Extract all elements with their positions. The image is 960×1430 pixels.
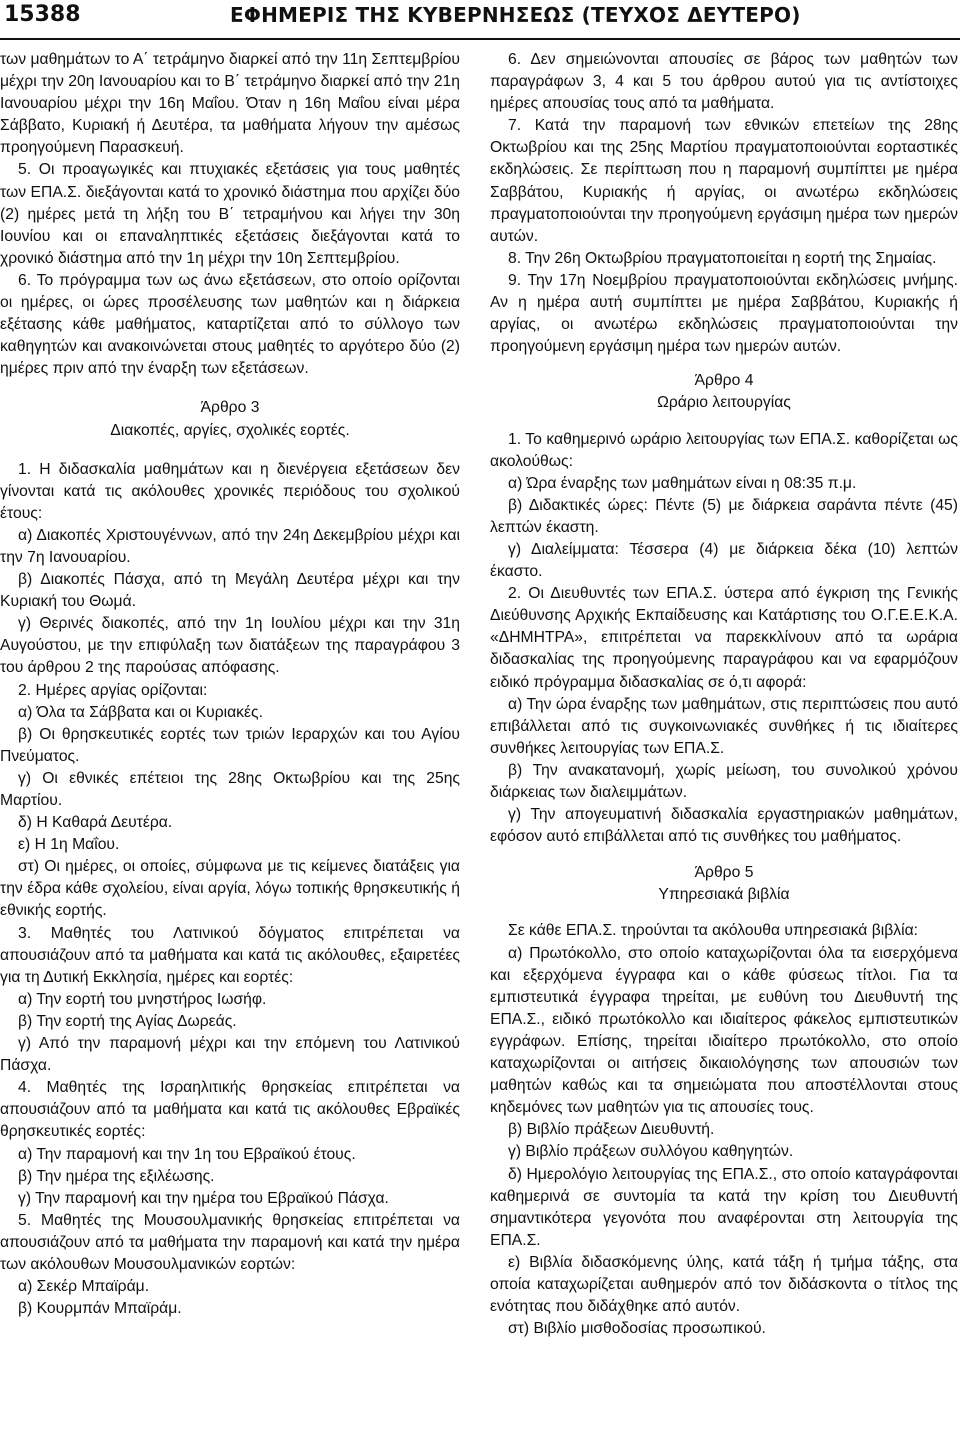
paragraph: 7. Κατά την παραμονή των εθνικών επετείων της 28ης Οκτωβρίου και της 25ης Μαρτίου πραγματοποιούνται εορταστικές εκδηλώσεις. Σε περίπτωση που η παραμονή συμπίπτει με ημέρα Σαββάτου, Κυριακής ή αργίας, οι ανωτέρω εκδηλώσεις πραγματοποιούνται την προηγούμενη εργάσιμη ημέρα των ημερών αυτών. bbox=[490, 117, 958, 245]
paragraph: δ) Η Καθαρά Δευτέρα. bbox=[18, 814, 173, 832]
paragraph: 4. Μαθητές της Ισραηλιτικής θρησκείας επιτρέπεται να απουσιάζουν από τα μαθήματα και κατά τις ακόλουθες Εβραϊκές θρησκευτικές εορτές: bbox=[0, 1079, 460, 1141]
paragraph: γ) Την παραμονή και την ημέρα του Εβραϊκού Πάσχα. bbox=[18, 1189, 389, 1207]
paragraph: β) Διδακτικές ώρες: Πέντε (5) με διάρκεια σαράντα πέντε (45) λεπτών έκαστη. bbox=[490, 496, 958, 536]
paragraph: 2. Ημέρες αργίας ορίζονται: bbox=[18, 681, 208, 699]
paragraph: 3. Μαθητές του Λατινικού δόγματος επιτρέπεται να απουσιάζουν από τα μαθήματα και κατά τις ακόλουθες, εξαιρετέες για τη Δυτική Εκκλησία, ημέρες και εορτές: bbox=[0, 924, 460, 986]
article-4-number: Άρθρο 4 bbox=[694, 372, 754, 390]
paragraph: 5. Μαθητές της Μουσουλμανικής θρησκείας επιτρέπεται να απουσιάζουν από τα μαθήματα την παραμονή και κατά την ημέρα των ακόλουθων Μουσουλμανικών εορτών: bbox=[0, 1211, 460, 1273]
paragraph: α) Την εορτή του μνηστήρος Ιωσήφ. bbox=[18, 990, 267, 1008]
paragraph: α) Την ώρα έναρξης των μαθημάτων, στις περιπτώσεις που αυτό επιβάλλεται από τις συγκοινωνιακές συνθήκες ή τις ιδιαίτερες συνθήκες λειτουργίας των ΕΠΑ.Σ. bbox=[490, 695, 958, 757]
paragraph: γ) Βιβλίο πράξεων συλλόγου καθηγητών. bbox=[508, 1143, 794, 1161]
paragraph: 5. Οι προαγωγικές και πτυχιακές εξετάσεις για τους μαθητές των ΕΠΑ.Σ. διεξάγονται κατά το χρονικό διάστημα που αρχίζει δύο (2) ημέρες μετά τη λήξη του Β΄ τετραμήνου και λήγει την 30η Ιουνίου και οι επαναληπτικές εξετάσεις διεξάγονται κατά το χρονικό διάστημα από την 1η μέχρι την 10η Σεπτεμβρίου. bbox=[0, 161, 460, 267]
paragraph: 9. Την 17η Νοεμβρίου πραγματοποιούνται εκδηλώσεις μνήμης. Αν η ημέρα αυτή συμπίπτει με ημέρα Σαββάτου, Κυριακής ή αργίας, οι ανωτέρω εκδηλώσεις πραγματοποιούνται την προηγούμενη εργάσιμη ημέρα των ημερών αυτών. bbox=[490, 271, 958, 356]
article-3-title: Διακοπές, αργίες, σχολικές εορτές. bbox=[110, 421, 350, 439]
paragraph: α) Σεκέρ Μπαϊράμ. bbox=[18, 1278, 150, 1296]
paragraph: β) Την ημέρα της εξιλέωσης. bbox=[18, 1167, 215, 1185]
paragraph: γ) Οι εθνικές επέτειοι της 28ης Οκτωβρίου και της 25ης Μαρτίου. bbox=[0, 769, 460, 809]
paragraph: Σε κάθε ΕΠΑ.Σ. τηρούνται τα ακόλουθα υπηρεσιακά βιβλία: bbox=[508, 922, 919, 940]
page-header bbox=[0, 0, 960, 40]
paragraph: 6. Το πρόγραμμα των ως άνω εξετάσεων, στο οποίο ορίζονται οι ημέρες, οι ώρες προσέλευσης των μαθητών και η διάρκεια εξέτασης κάθε μαθήματος, καταρτίζεται από το σύλλογο των καθηγητών και ανακοινώνεται στους μαθητές το αργότερο δύο (2) ημέρες πριν από την έναρξη των εξετάσεων. bbox=[0, 271, 460, 378]
paragraph: β) Διακοπές Πάσχα, από τη Μεγάλη Δευτέρα μέχρι και την Κυριακή του Θωμά. bbox=[0, 571, 460, 611]
paragraph: α) Όλα τα Σάββατα και οι Κυριακές. bbox=[18, 703, 263, 721]
paragraph: α) Πρωτόκολλο, στο οποίο καταχωρίζονται όλα τα εισερχόμενα και εξερχόμενα έγγραφα και ο κάθε φύσεως τίτλοι. Για τα εμπιστευτικά έγγραφα τηρείται, με ευθύνη του Διευθυντή της ΕΠΑ.Σ., ειδικό πρωτόκολλο και ιδιαίτερος φάκελος εμπιστευτικών εγγράφων. Επίσης, τηρείται ιδιαίτερο πρωτόκολλο, στο οποίο καταχωρίζονται οι αιτήσεις δικαιολόγησης των απουσιών των μαθητών καθώς και τα σημειώματα που αποστέλλονται στους κηδεμόνες των μαθητών για τις απουσίες τους. bbox=[490, 944, 958, 1117]
paragraph: β) Κουρμπάν Μπαϊράμ. bbox=[18, 1300, 182, 1318]
paragraph: ε) Βιβλία διδασκόμενης ύλης, κατά τάξη ή τμήμα τάξης, στα οποία καταχωρίζεται αυθημερόν από τον διδάσκοντα ο τίτλος της ενότητας που διδάχθηκε από αυτόν. bbox=[490, 1253, 958, 1316]
paragraph: 1. Το καθημερινό ωράριο λειτουργίας των ΕΠΑ.Σ. καθορίζεται ως ακολούθως: bbox=[490, 430, 958, 470]
paragraph: γ) Από την παραμονή μέχρι και την επόμενη του Λατινικού Πάσχα. bbox=[0, 1035, 460, 1075]
paragraph: β) Οι θρησκευτικές εορτές των τριών Ιεραρχών και του Αγίου Πνεύματος. bbox=[0, 725, 460, 765]
paragraph: γ) Την απογευματινή διδασκαλία εργαστηριακών μαθημάτων, εφόσον αυτό επιβάλλεται από τις συνθήκες του μαθήματος. bbox=[490, 806, 958, 846]
journal-title: ΕΦΗΜΕΡΙΣ ΤΗΣ ΚΥΒΕΡΝΗΣΕΩΣ (ΤΕΥΧΟΣ ΔΕΥΤΕΡΟ) bbox=[230, 3, 801, 27]
paragraph: β) Την εορτή της Αγίας Δωρεάς. bbox=[18, 1012, 237, 1030]
paragraph: β) Την ανακατανομή, χωρίς μείωση, του συνολικού χρόνου διάρκειας των διαλειμμάτων. bbox=[490, 761, 958, 801]
article-5-number: Άρθρο 5 bbox=[694, 864, 754, 882]
paragraph: 1. Η διδασκαλία μαθημάτων και η διενέργεια εξετάσεων δεν γίνονται κατά τις ακόλουθες χρονικές περιόδους του σχολικού έτους: bbox=[0, 460, 460, 522]
article-4-title: Ωράριο λειτουργίας bbox=[657, 394, 791, 412]
paragraph: α) Ώρα έναρξης των μαθημάτων είναι η 08:35 π.μ. bbox=[508, 474, 857, 492]
paragraph: 8. Την 26η Οκτωβρίου πραγματοποιείται η εορτή της Σημαίας. bbox=[508, 249, 937, 267]
paragraph: 6. Δεν σημειώνονται απουσίες σε βάρος των μαθητών των παραγράφων 3, 4 και 5 του άρθρου αυτού για τις αντίστοιχες ημέρες απουσίας τους από τα μαθήματα. bbox=[490, 51, 958, 113]
right-column bbox=[490, 49, 958, 1340]
paragraph: δ) Ημερολόγιο λειτουργίας της ΕΠΑ.Σ., στο οποίο καταγράφονται καθημερινά σε συντομία τα κατά την κρίση του Διευθυντή σημαντικότερα γεγονότα που αναφέρονται στη λειτουργία της ΕΠΑ.Σ. bbox=[490, 1165, 958, 1249]
article-5-title: Υπηρεσιακά βιβλία bbox=[658, 886, 790, 904]
paragraph: β) Βιβλίο πράξεων Διευθυντή. bbox=[508, 1121, 715, 1139]
paragraph: 2. Οι Διευθυντές των ΕΠΑ.Σ. ύστερα από έγκριση της Γενικής Διεύθυνσης Αρχικής Εκπαίδευσης και Κατάρτισης του Ο.Γ.Ε.Ε.Κ.Α. «ΔΗΜΗΤΡΑ», επιτρέπεται να παρεκκλίνουν από τα ωράρια διδασκαλίας της προηγούμενης παραγράφου και να εφαρμόζουν ειδικό πρόγραμμα διδασκαλίας σε ό,τι αφορά: bbox=[490, 585, 958, 691]
paragraph: στ) Βιβλίο μισθοδοσίας προσωπικού. bbox=[508, 1320, 766, 1338]
left-column bbox=[0, 49, 460, 1320]
paragraph: στ) Οι ημέρες, οι οποίες, σύμφωνα με τις κείμενες διατάξεις για την έδρα κάθε σχολείου, είναι αργία, λόγω τοπικής θρησκευτικής ή εθνικής εορτής. bbox=[0, 858, 460, 920]
article-3-number: Άρθρο 3 bbox=[200, 399, 260, 417]
page-number: 15388 bbox=[4, 2, 81, 27]
paragraph: ε) Η 1η Μαΐου. bbox=[18, 836, 120, 854]
paragraph: των μαθημάτων το Α΄ τετράμηνο διαρκεί από την 11η Σεπτεμβρίου μέχρι την 20η Ιανουαρίου και το Β΄ τετράμηνο διαρκεί από την 21η Ιανουαρίου μέχρι την 16η Μαΐου. Όταν η 16η Μαΐου είναι μέρα Σάββατο, Κυριακή ή Δευτέρα, τα μαθήματα λήγουν την αμέσως προηγούμενη Παρασκευή. bbox=[0, 51, 460, 157]
paragraph: α) Διακοπές Χριστουγέννων, από την 24η Δεκεμβρίου μέχρι και την 7η Ιανουαρίου. bbox=[0, 526, 460, 566]
paragraph: γ) Θερινές διακοπές, από την 1η Ιουλίου μέχρι και την 31η Αυγούστου, με την επιφύλαξη των διατάξεων της παραγράφου 3 του άρθρου 2 της παρούσας απόφασης. bbox=[0, 615, 460, 677]
paragraph: γ) Διαλείμματα: Τέσσερα (4) με διάρκεια δέκα (10) λεπτών έκαστο. bbox=[490, 540, 958, 581]
paragraph: α) Την παραμονή και την 1η του Εβραϊκού έτους. bbox=[18, 1145, 356, 1163]
